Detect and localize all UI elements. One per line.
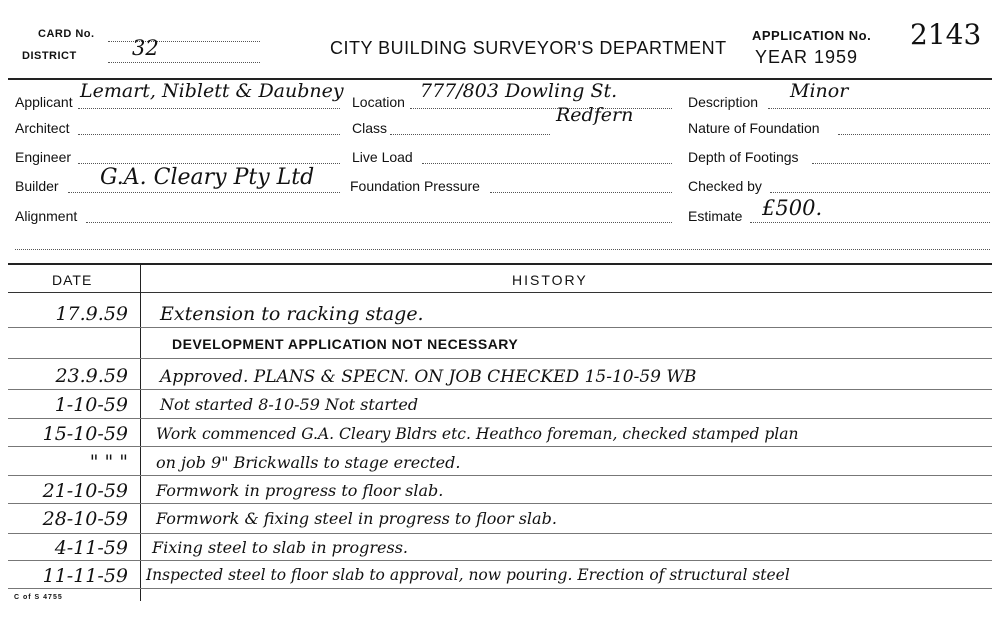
description-value: Minor (790, 80, 849, 102)
row-rule (8, 475, 992, 476)
live-load-label: Live Load (352, 149, 413, 165)
row-rule (8, 418, 992, 419)
history-row-text: Extension to racking stage. (160, 303, 424, 325)
history-row-date: 15-10-59 (42, 423, 128, 445)
application-no-value: 2143 (910, 18, 982, 51)
row-rule (8, 446, 992, 447)
row-rule (8, 503, 992, 504)
description-label: Description (688, 94, 759, 110)
location-value-2: Redfern (556, 104, 634, 126)
depth-line (812, 163, 990, 164)
builder-label: Builder (15, 178, 59, 194)
location-value: 777/803 Dowling St. (420, 80, 618, 102)
history-row-date: 21-10-59 (42, 480, 128, 502)
district-value: 32 (132, 36, 159, 60)
history-row-text: Approved. PLANS & SPECN. ON JOB CHECKED 15-10-59 WB (160, 367, 697, 387)
checked-by-line (770, 192, 990, 193)
applicant-value: Lemart, Niblett & Daubney (80, 80, 344, 102)
row-rule (8, 560, 992, 561)
estimate-label: Estimate (688, 208, 743, 224)
district-label: DISTRICT (22, 50, 77, 62)
history-row-text: Formwork & fixing steel in progress to floor slab. (156, 509, 557, 528)
history-top-rule (8, 263, 992, 265)
estimate-value: £500. (762, 196, 823, 220)
district-line (108, 62, 260, 63)
history-row-date: 1-10-59 (54, 394, 128, 416)
history-row-date: 23.9.59 (55, 365, 128, 387)
engineer-label: Engineer (15, 149, 72, 165)
history-header-rule (8, 292, 992, 293)
date-header: DATE (52, 272, 93, 288)
row-rule (8, 588, 992, 589)
history-stamp: DEVELOPMENT APPLICATION NOT NECESSARY (172, 336, 519, 352)
row-rule (8, 389, 992, 390)
history-row-text: Inspected steel to floor slab to approval, now pouring. Erection of structural steel (146, 566, 790, 584)
card-no-label: CARD No. (38, 28, 95, 40)
row-rule (8, 358, 992, 359)
class-label: Class (352, 120, 388, 136)
nature-line (838, 134, 990, 135)
form-code: C of S 4755 (14, 594, 63, 601)
architect-label: Architect (15, 120, 70, 136)
depth-label: Depth of Footings (688, 149, 799, 165)
live-load-line (422, 163, 672, 164)
department-title: CITY BUILDING SURVEYOR'S DEPARTMENT (330, 38, 727, 58)
history-row-text: Work commenced G.A. Cleary Bldrs etc. Heathco foreman, checked stamped plan (156, 425, 799, 443)
card-no-line (108, 41, 260, 42)
class-line (390, 134, 550, 135)
history-row-date: 17.9.59 (55, 303, 128, 325)
history-row-text: on job 9" Brickwalls to stage erected. (156, 453, 461, 472)
history-row-text: Not started 8-10-59 Not started (160, 395, 419, 414)
date-divider (140, 263, 141, 601)
alignment-line (86, 222, 672, 223)
description-line (768, 108, 990, 109)
foundation-pressure-label: Foundation Pressure (350, 178, 480, 194)
architect-line (78, 134, 340, 135)
year-label: YEAR 1959 (755, 47, 859, 67)
engineer-line (78, 163, 340, 164)
foundation-pressure-line (490, 192, 672, 193)
location-label: Location (352, 94, 405, 110)
estimate-line (750, 222, 990, 223)
history-row-date: 28-10-59 (42, 508, 128, 530)
nature-label: Nature of Foundation (688, 120, 820, 136)
application-no-label: APPLICATION No. (752, 28, 872, 43)
history-header: HISTORY (512, 272, 588, 288)
row-rule (8, 533, 992, 534)
applicant-line (78, 108, 340, 109)
blank-line (15, 249, 990, 250)
history-row-date: 4-11-59 (54, 537, 128, 559)
alignment-label: Alignment (15, 208, 78, 224)
builder-value: G.A. Cleary Pty Ltd (100, 165, 315, 190)
history-row-date: 11-11-59 (42, 565, 128, 587)
applicant-label: Applicant (15, 94, 73, 110)
history-row-text: Formwork in progress to floor slab. (156, 481, 444, 500)
history-row-text: Fixing steel to slab in progress. (152, 538, 409, 557)
builder-line (68, 192, 340, 193)
checked-by-label: Checked by (688, 178, 762, 194)
history-row-date: " " " (89, 451, 128, 473)
row-rule (8, 327, 992, 328)
